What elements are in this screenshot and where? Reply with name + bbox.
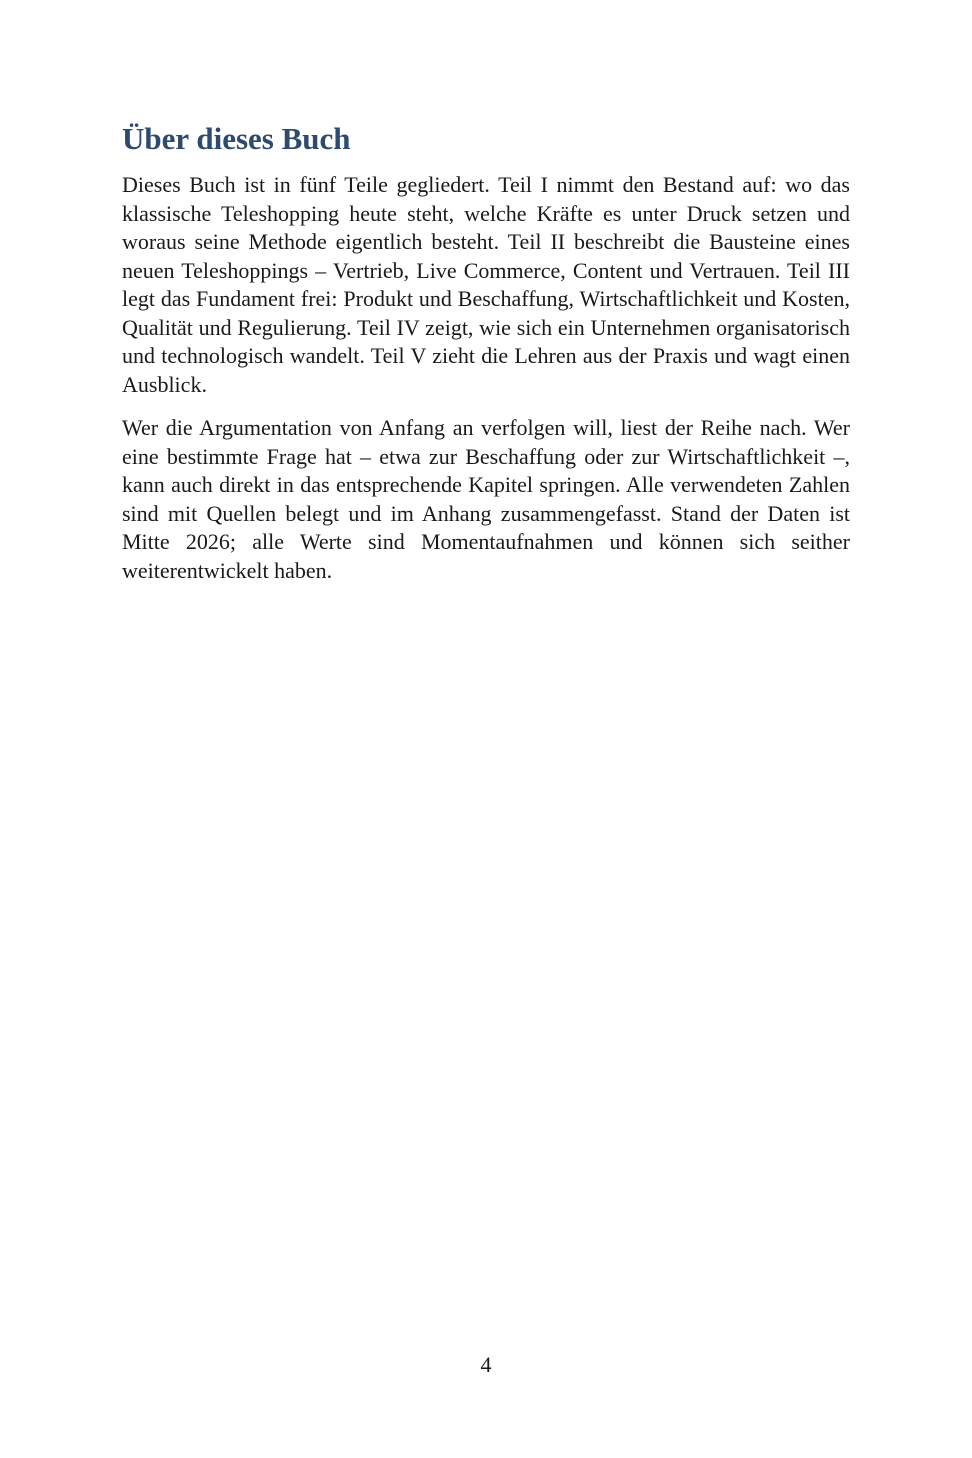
section-heading: Über dieses Buch <box>122 121 351 156</box>
page-content <box>122 121 850 600</box>
paragraph-book-structure: Dieses Buch ist in fünf Teile gegliedert. Teil I nimmt den Bestand auf: wo das klassische Teleshopping heute steht, welche Kräfte es unter Druck setzen und woraus seine Methode eigentlich besteht. Teil II beschreibt die Bausteine eines neuen Teleshoppings – Vertrieb, Live Commerce, Content und Vertrauen. Teil III legt das Fundament frei: Produkt und Beschaffung, Wirtschaftlichkeit und Kosten, Qualität und Regulierung. Teil IV zeigt, wie sich ein Unternehmen organisatorisch und technologisch wandelt. Teil V zieht die Lehren aus der Praxis und wagt einen Ausblick. <box>122 172 850 397</box>
page-number: 4 <box>480 1352 492 1377</box>
paragraph-reading-guide: Wer die Argumentation von Anfang an verfolgen will, liest der Reihe nach. Wer eine bestimmte Frage hat – etwa zur Beschaffung oder zur Wirtschaftlichkeit –, kann auch direkt in das entsprechende Kapitel springen. Alle verwendeten Zahlen sind mit Quellen belegt und im Anhang zusammengefasst. Stand der Daten ist Mitte 2026; alle Werte sind Momentaufnahmen und können sich seither weiterentwickelt haben. <box>122 415 850 583</box>
